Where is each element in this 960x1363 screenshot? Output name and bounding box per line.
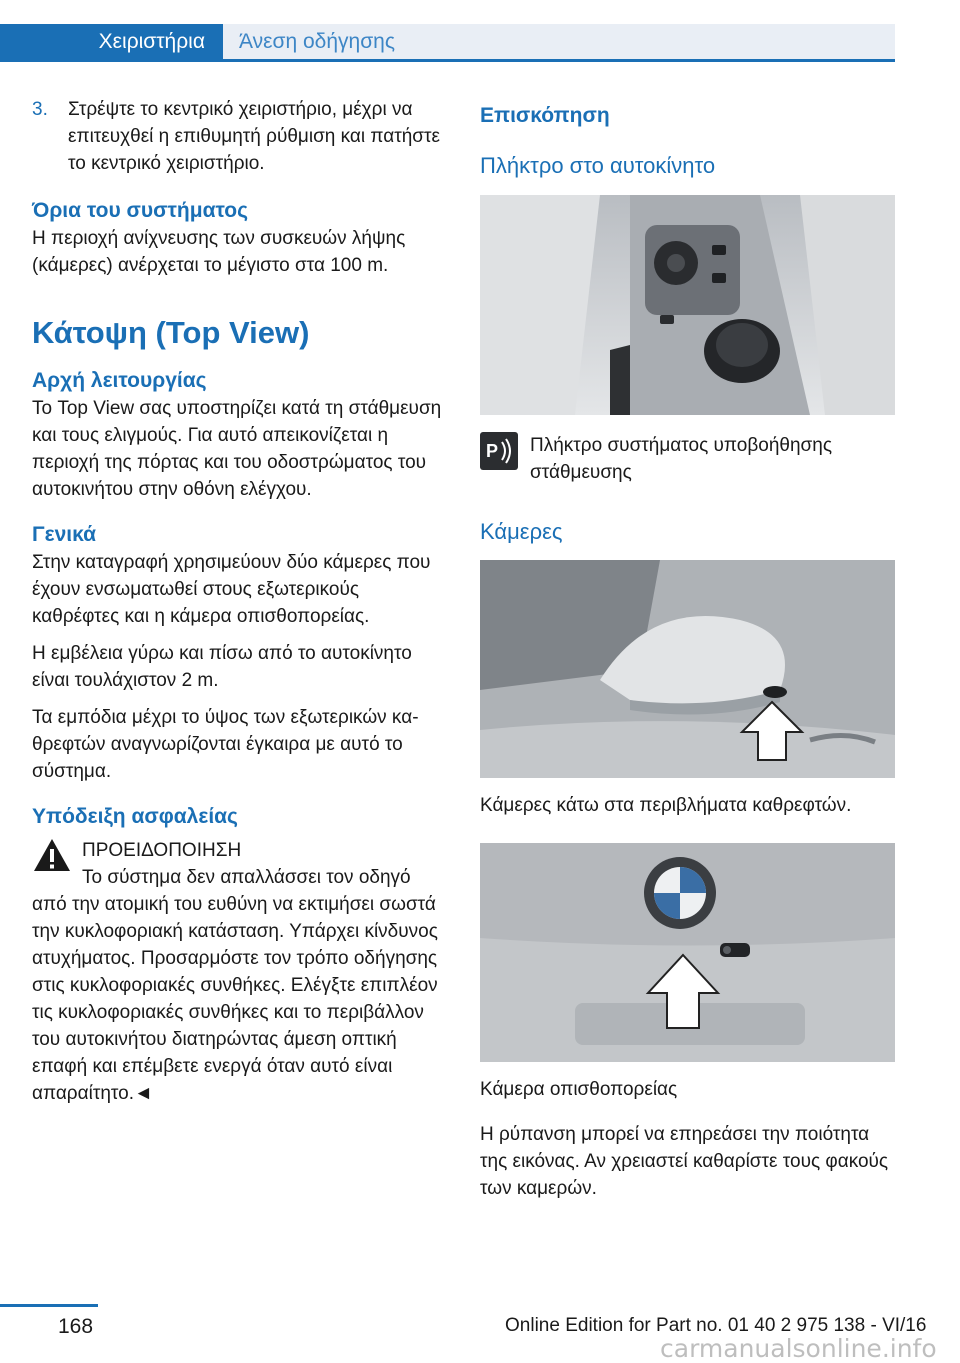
page-header — [0, 0, 895, 62]
section-tab-driving-comfort: Άνεση οδήγησης — [223, 24, 895, 60]
dirt-text: Η ρύπανση μπορεί να επηρεάσει την ποιότητα της εικόνας. Αν χρειαστεί καθαρίστε τους φακούς των καμερών. — [480, 1124, 889, 1199]
section-tab-controls: Χειριστήρια — [0, 24, 223, 60]
warning-title: ΠΡΟΕΙΔΟΠΟΙΗΣΗ — [82, 840, 242, 861]
watermark: carmanualsonline.info — [660, 1334, 937, 1363]
principle-heading: Αρχή λειτουργίας — [32, 369, 207, 392]
general-heading: Γενικά — [32, 523, 97, 546]
step-text: Στρέψτε το κεντρικό χειριστήριο, μέχρι να επιτευχθεί η επιθυμητή ρύθμιση και πατήστε το κεντρικό χειριστήριο. — [68, 99, 441, 174]
limits-text: Η περιοχή ανίχνευσης των συσκευών λήψης (κάμερες) ανέρχεται το μέγιστο στα 100 m. — [32, 228, 406, 276]
rear-camera-photo — [480, 843, 895, 1062]
page-number: 168 — [58, 1315, 94, 1338]
safety-heading: Υπόδειξη ασφαλείας — [32, 805, 238, 828]
general-paragraph-1: Στην καταγραφή χρησιμεύουν δύο κάμερες που έχουν ενσωματωθεί στους εξωτερικούς καθρέφτες και η κάμερα οπισθοπορείας. — [32, 552, 431, 627]
warning-text: από την ατομική του ευθύνη να εκτιμήσει σωστά την κυκλοφοριακή κατάσταση. Υπάρχει κίνδυνος ατυχήματος. Προσαρμόστε τον τρόπο οδήγησης στις κυκλοφοριακές συνθήκες. Ελέγξτε επιπλέον τις κυκλοφοριακές συνθήκες και το περιβάλλον του αυτοκινήτου διατηρώντας άμεση οπτική επαφή και επέμβετε ενεργά όταν αυτό είναι απαραίτητο.◄ — [32, 894, 438, 1104]
center-console-photo — [480, 195, 895, 415]
left-column — [32, 96, 447, 1117]
rear-caption: Κάμερα οπισθοπορείας — [480, 1079, 678, 1100]
chapter-heading: Κάτοψη (Top View) — [32, 315, 310, 350]
button-heading: Πλήκτρο στο αυτοκίνητο — [480, 153, 716, 178]
step-number: 3. — [32, 99, 48, 120]
cameras-heading: Κάμερες — [480, 519, 563, 544]
principle-text: Το Top View σας υποστηρίζει κατά τη στάθμευση και τους ελιγμούς. Για αυτό απεικονίζεται η περιοχή της πόρτας και του οδοστρώματος του αυτοκινήτου στην οθόνη ελέγχου. — [32, 398, 442, 500]
edition-line: Online Edition for Part no. 01 40 2 975 138 - VI/16 — [505, 1315, 927, 1336]
step-item — [32, 96, 447, 177]
warning-triangle-icon — [32, 837, 82, 891]
footer-divider — [0, 1304, 98, 1307]
header-divider — [0, 59, 895, 62]
warning-block — [32, 837, 447, 891]
mirror-camera-photo — [480, 560, 895, 778]
overview-heading: Επισκόπηση — [480, 104, 610, 127]
warning-text-first-line: Το σύστημα δεν απαλλάσσει τον οδηγό — [82, 867, 411, 888]
park-assist-button-icon — [480, 432, 518, 470]
general-paragraph-2: Η εμβέλεια γύρω και πίσω από το αυτοκίνητο είναι τουλάχιστον 2 m. — [32, 643, 412, 691]
svg-text:P: P — [486, 441, 499, 461]
general-paragraph-3: Τα εμπόδια μέχρι το ύψος των εξωτερικών καθρεφτών αναγνωρίζονται έγκαιρα με αυτό το σύστημα. — [32, 707, 419, 782]
mirror-caption: Κάμερες κάτω στα περιβλήματα καθρεφτών. — [480, 795, 852, 816]
button-caption: Πλήκτρο συστήματος υποβοήθησης στάθμευσης — [530, 435, 832, 483]
limits-heading: Όρια του συστήματος — [32, 199, 249, 222]
